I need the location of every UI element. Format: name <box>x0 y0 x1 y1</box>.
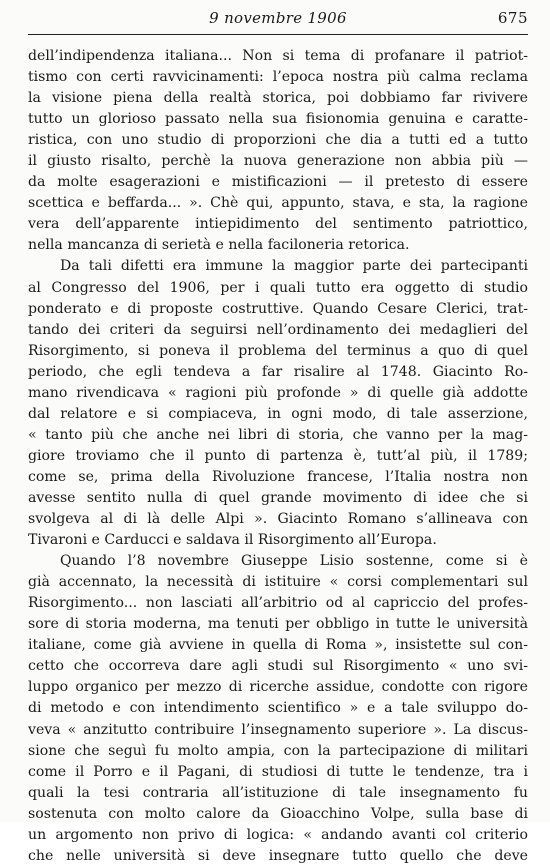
text-line: dal relatore e si compiaceva, in ogni modo, di tale asserzione, <box>28 405 528 422</box>
text-line: Da tali difetti era immune la maggior parte dei partecipanti <box>60 258 528 275</box>
text-line: vera dell’apparente intiepidimento del sentimento patriottico, <box>28 216 528 233</box>
text-line: ponderato e di proposte costruttive. Quando Cesare Clerici, trat- <box>28 300 528 317</box>
text-line: la visione piena della realtà storica, poi dobbiamo far rivivere <box>28 90 528 107</box>
text-line: cetto che occorreva dare agli studi sul Risorgimento « uno svi- <box>28 658 528 675</box>
text-line: tando dei criteri da seguirsi nell’ordinamento dei medaglieri del <box>28 321 528 338</box>
text-line: che nelle università si deve insegnare tutto quello che deve <box>28 847 528 864</box>
text-line: sione che seguì fu molto ampia, con la partecipazione di militari <box>28 742 528 759</box>
text-line: come se, prima della Rivoluzione francese, l’Italia nostra non <box>28 468 528 485</box>
text-line: già accennato, la necessità di istituire « corsi complementari sul <box>28 574 528 591</box>
text-line: sore di storia moderna, ma tenuti per obbligo in tutte le università <box>28 616 528 633</box>
text-line: Tivaroni e Carducci e saldava il Risorgimento all’Europa. <box>28 532 437 549</box>
page-header <box>28 8 528 35</box>
text-line: ristica, con uno studio di proporzioni che dia a tutti ed a tutto <box>28 132 528 149</box>
text-line: al Congresso del 1906, per i quali tutto era oggetto di studio <box>28 279 528 296</box>
text-line: giore troviamo che il punto di partenza è, tutt’al più, il 1789; <box>28 447 528 464</box>
text-line: nella mancanza di serietà e nella faciloneria retorica. <box>28 237 410 254</box>
text-line: tutto un glorioso passato nella sua fisionomia genuina e caratte- <box>28 111 528 128</box>
text-line: il giusto risalto, perchè la nuova generazione non abbia più — <box>28 153 528 170</box>
running-head: 9 novembre 1906 <box>209 9 347 27</box>
body-text <box>28 46 528 867</box>
text-line: scettica e beffarda... ». Chè qui, appunto, stava, e sta, la ragione <box>28 195 528 212</box>
text-line: periodo, che egli tendeva a far risalire al 1748. Giacinto Ro- <box>28 363 528 380</box>
text-line: italiane, come già avviene in quella di Roma », insistette sul con- <box>28 637 528 654</box>
text-line: avesse sentito nulla di quel grande movimento di idee che si <box>28 489 528 506</box>
text-line: svolgeva al di là delle Alpi ». Giacinto Romano s’allineava con <box>28 511 528 528</box>
text-line: « tanto più che anche nei libri di storia, che vanno per la mag- <box>28 426 528 443</box>
text-line: dell’indipendenza italiana... Non si tema di profanare il patriot- <box>28 48 528 64</box>
text-line: quali la tesi contraria all’istituzione di tale insegnamento fu <box>28 784 528 801</box>
text-line: sostenuta con molto calore da Gioacchino Volpe, sulla base di <box>28 805 528 822</box>
page-number: 675 <box>497 9 528 27</box>
text-line: come il Porro e il Pagani, di studiosi di tutte le tendenze, tra i <box>28 763 528 780</box>
text-line: tismo con certi ravvicinamenti: l’epoca nostra più calma reclama <box>28 69 528 86</box>
text-line: di metodo e con intendimento scientifico » e a tale sviluppo do- <box>28 700 528 717</box>
text-line: Quando l’8 novembre Giuseppe Lisio sostenne, come si è <box>60 553 528 570</box>
text-line: un argomento non privo di logica: « andando avanti col criterio <box>28 826 528 843</box>
text-line: mano rivendicava « ragioni più profonde » di quelle già addotte <box>28 384 528 401</box>
text-line: veva « anzitutto contribuire l’insegnamento superiore ». La discus- <box>28 721 528 738</box>
text-line: da molte esagerazioni e mistificazioni — il pretesto di essere <box>28 174 528 191</box>
text-line: Risorgimento, si poneva il problema del terminus a quo di quel <box>28 342 528 359</box>
text-line: Risorgimento... non lasciati all’arbitrio od al capriccio del profes- <box>28 595 528 612</box>
text-line: luppo organico per mezzo di ricerche assidue, condotte con rigore <box>28 679 528 696</box>
